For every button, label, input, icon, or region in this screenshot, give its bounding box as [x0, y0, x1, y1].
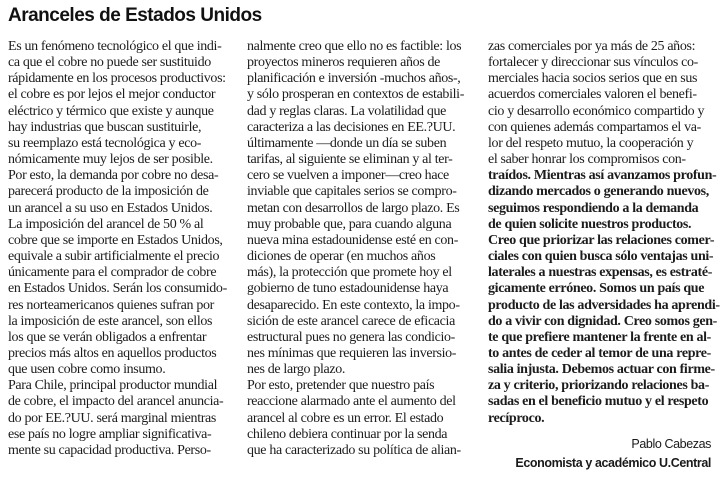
author-role: Economista y académico U.Central	[515, 456, 711, 470]
text-line: su reemplazo está tecnológica y eco-	[8, 135, 202, 151]
text-line: reaccione alarmado ante el aumento del	[247, 394, 456, 410]
text-line: equivale a subir artificialmente el precio	[8, 249, 220, 265]
text-line: salia injusta. Debemos actuar con firme-	[488, 362, 715, 378]
text-line: zas comerciales por ya más de 25 años:	[488, 39, 696, 54]
text-line: los que se verán obligados a enfrentar	[8, 329, 207, 345]
text-line: nueva mina estadounidense esté en con-	[247, 232, 459, 248]
text-line: caracteriza a las decisiones en EE.?UU.	[247, 119, 456, 135]
text-line: rápidamente en los procesos productivos:	[8, 71, 226, 87]
text-line: arancel al cobre es un error. El estado	[247, 410, 444, 426]
text-line: ciales con quien busca sólo ventajas uni-	[488, 249, 714, 265]
text-line: Es un fenómeno tecnológico el que indi-	[8, 39, 222, 54]
text-line: nómicamente muy lejos de ser posible.	[8, 152, 213, 168]
text-line: proyectos mineros requieren años de	[247, 55, 441, 71]
text-line: Por esto, pretender que nuestro país	[247, 378, 435, 394]
text-line: mente su capacidad productiva. Perso-	[8, 442, 211, 458]
text-line: Por esto, la demanda por cobre no desa-	[8, 168, 219, 184]
text-line: nes de largo plazo.	[247, 362, 346, 378]
text-line: un arancel a su uso en Estados Unidos.	[8, 200, 213, 216]
text-line: producto de las adversidades ha aprendi-	[488, 297, 720, 313]
text-line: de quien solicite nuestros productos.	[488, 216, 692, 232]
text-line: do por EE.?UU. será marginal mientras	[8, 410, 217, 426]
text-line: cobre que se importe en Estados Unidos,	[8, 232, 223, 248]
text-line: za y criterio, priorizando relaciones ba-	[488, 378, 710, 394]
text-line: chileno debiera continuar por la senda	[247, 426, 448, 442]
text-line: parecerá producto de la imposición de	[8, 184, 209, 200]
text-line: estructural pues no genera las condicio-	[247, 329, 455, 345]
text-line: últimamente —donde un día se suben	[247, 135, 447, 151]
article-column-2	[247, 39, 475, 459]
text-line: nes mínimas que requieren las inversio-	[247, 345, 457, 361]
text-line: gobierno de tuno estadounidense haya	[247, 281, 449, 297]
text-line: que ha caracterizado su política de alian-	[247, 442, 461, 458]
text-line: en Estados Unidos. Serán los consumido-	[8, 281, 227, 297]
text-line: con quienes además compartamos el va-	[488, 119, 701, 135]
text-line: únicamente para el comprador de cobre	[8, 265, 217, 281]
text-line: cio y desarrollo económico compartido y	[488, 103, 705, 119]
text-line: el cobre es por lejos el mejor conductor	[8, 87, 216, 103]
author-name: Pablo Cabezas	[631, 437, 711, 451]
text-line: seguimos respondiendo a la demanda	[488, 200, 699, 216]
text-line: precios más altos en aquellos productos	[8, 345, 217, 361]
text-line: La imposición del arancel de 50 % al	[8, 216, 204, 232]
text-line: traídos. Mientras así avanzamos profun-	[488, 168, 717, 184]
text-line: Para Chile, principal productor mundial	[8, 378, 218, 394]
text-line: la imposición de este arancel, son ellos	[8, 313, 213, 329]
text-line: cero se vuelven a imponer—creo hace	[247, 168, 449, 184]
text-line: muy probable que, para cuando alguna	[247, 216, 452, 232]
text-line: sición de este arancel carece de eficacia	[247, 313, 455, 329]
text-line: nalmente creo que ello no es factible: los	[247, 39, 462, 54]
text-line: res norteamericanos quienes sufran por	[8, 297, 214, 313]
text-line: Creo que priorizar las relaciones comer-	[488, 232, 715, 248]
article-title: Aranceles de Estados Unidos	[8, 5, 262, 26]
text-line: tarifas, al siguiente se eliminan y al ter-	[247, 152, 453, 168]
text-line: fortalecer y direccionar sus vínculos co-	[488, 55, 698, 71]
text-line: metan con desarrollos de largo plazo. Es	[247, 200, 460, 216]
text-line: ca que el cobre no puede ser sustituido	[8, 55, 211, 71]
text-line: el saber honrar los compromisos con-	[488, 152, 686, 168]
text-line: eléctrico y térmico que existe y aunque	[8, 103, 214, 119]
text-line: de cobre, el impacto del arancel anuncia-	[8, 394, 224, 410]
text-line: y sólo prosperan en contextos de estabili-	[247, 87, 465, 103]
text-line: hay industrias que buscan sustituirle,	[8, 119, 202, 135]
text-line: sadas en el beneficio mutuo y el respeto	[488, 394, 709, 410]
text-line: que usen cobre como insumo.	[8, 362, 166, 378]
text-line: diciones de operar (en muchos años	[247, 249, 436, 265]
text-line: desaparecido. En este contexto, la impo-	[247, 297, 460, 313]
text-line: planificación e inversión -muchos años-,	[247, 71, 461, 87]
article-column-3	[488, 39, 720, 427]
text-line: acuerdos comerciales valoren el benefi-	[488, 87, 697, 103]
text-line: gicamente erróneo. Somos un país que	[488, 281, 705, 297]
article-column-1	[8, 39, 236, 459]
text-line: ese país no logre ampliar significativa-	[8, 426, 212, 442]
text-line: to antes de ceder al temor de una repre-	[488, 345, 711, 361]
text-line: más), la protección que promete hoy el	[247, 265, 452, 281]
text-line: do a vivir con dignidad. Creo somos gen-	[488, 313, 717, 329]
text-line: te que prefiere mantener la frente en al-	[488, 329, 711, 345]
text-line: dad y reglas claras. La volatilidad que	[247, 103, 446, 119]
text-line: laterales a nuestras expensas, es estraté-	[488, 265, 713, 281]
text-line: merciales hacia socios serios que en sus	[488, 71, 698, 87]
text-line: recíproco.	[488, 410, 545, 426]
text-line: inviable que capitales serios se compro-	[247, 184, 457, 200]
text-line: dizando mercados o generando nuevos,	[488, 184, 709, 200]
text-line: lor del respeto mutuo, la cooperación y	[488, 135, 694, 151]
